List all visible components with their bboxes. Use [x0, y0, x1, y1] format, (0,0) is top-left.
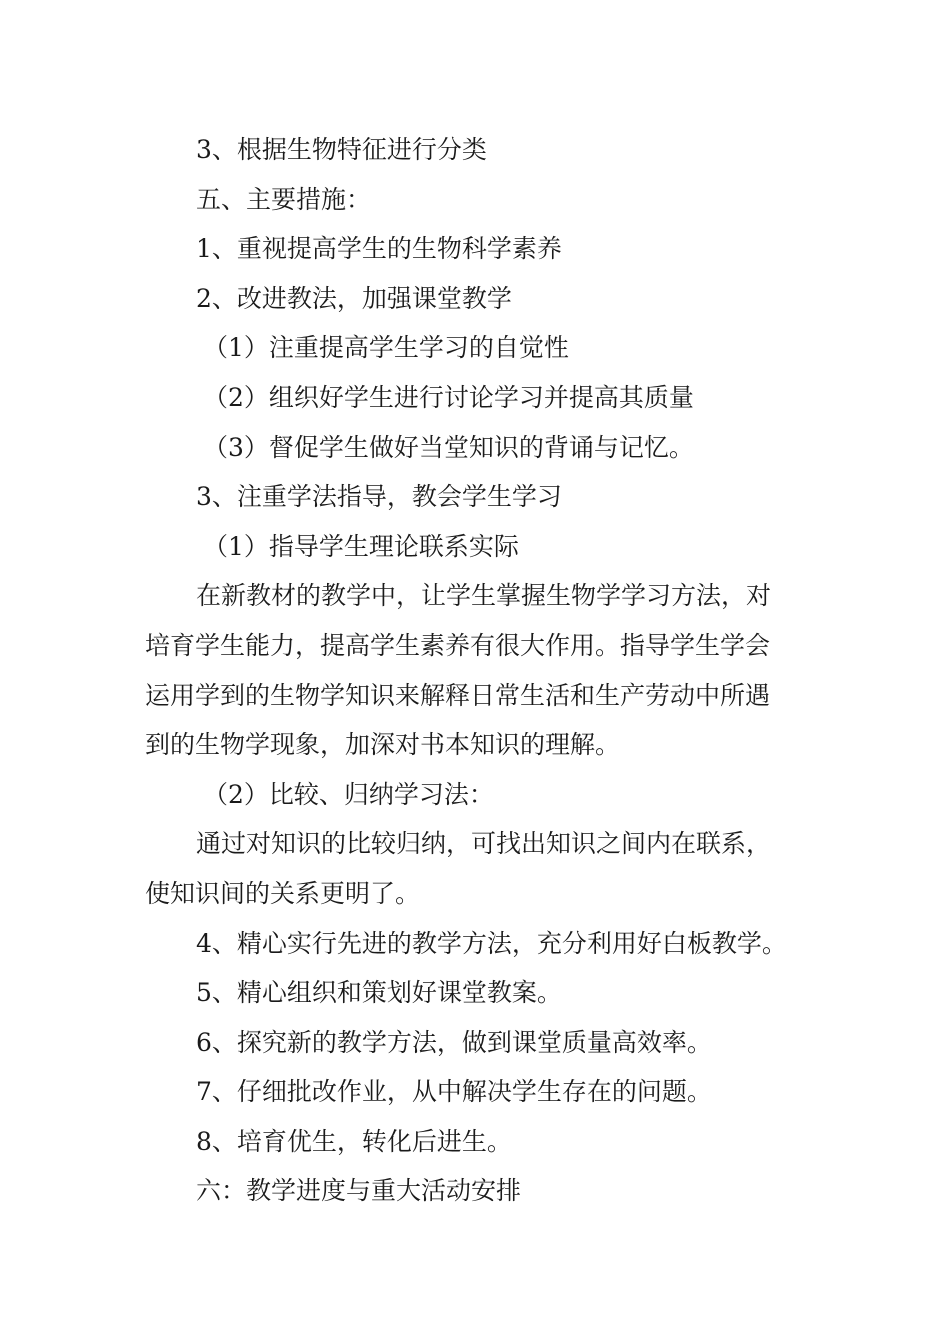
section-heading-measures: 五、主要措施：	[196, 184, 372, 214]
list-item-8: 8、培育优生，转化后进生。	[196, 1126, 512, 1156]
paragraph-line: 到的生物学现象，加深对书本知识的理解。	[145, 730, 621, 760]
sub-item-2-3: （3）督促学生做好当堂知识的背诵与记忆。	[203, 432, 694, 462]
paragraph-line: 在新教材的教学中，让学生掌握生物学学习方法，对	[196, 581, 772, 611]
list-item-3: 3、注重学法指导，教会学生学习	[196, 482, 562, 512]
section-heading-schedule: 六：教学进度与重大活动安排	[196, 1176, 522, 1206]
sub-item-3-1: （1）指导学生理论联系实际	[203, 531, 519, 561]
list-item-1: 1、重视提高学生的生物科学素养	[196, 234, 562, 264]
document-body	[145, 125, 810, 1216]
sub-item-3-2: （2）比较、归纳学习法：	[203, 779, 494, 809]
list-item-5: 5、精心组织和策划好课堂教案。	[196, 978, 562, 1008]
paragraph-line: 使知识间的关系更明了。	[145, 878, 421, 908]
list-item-4: 4、精心实行先进的教学方法，充分利用好白板教学。	[196, 928, 787, 958]
list-item-6: 6、探究新的教学方法，做到课堂质量高效率。	[196, 1027, 712, 1057]
paragraph-line: 运用学到的生物学知识来解释日常生活和生产劳动中所遇	[145, 680, 771, 710]
paragraph-line: 培育学生能力，提高学生素养有很大作用。指导学生学会	[145, 630, 771, 660]
list-item-2: 2、改进教法，加强课堂教学	[196, 283, 512, 313]
list-item-7: 7、仔细批改作业，从中解决学生存在的问题。	[196, 1077, 712, 1107]
sub-item-2-1: （1）注重提高学生学习的自觉性	[203, 333, 569, 363]
sub-item-2-2: （2）组织好学生进行讨论学习并提高其质量	[203, 382, 694, 412]
paragraph-line: 通过对知识的比较归纳，可找出知识之间内在联系，	[196, 829, 772, 859]
list-item-classify: 3、根据生物特征进行分类	[196, 135, 487, 164]
